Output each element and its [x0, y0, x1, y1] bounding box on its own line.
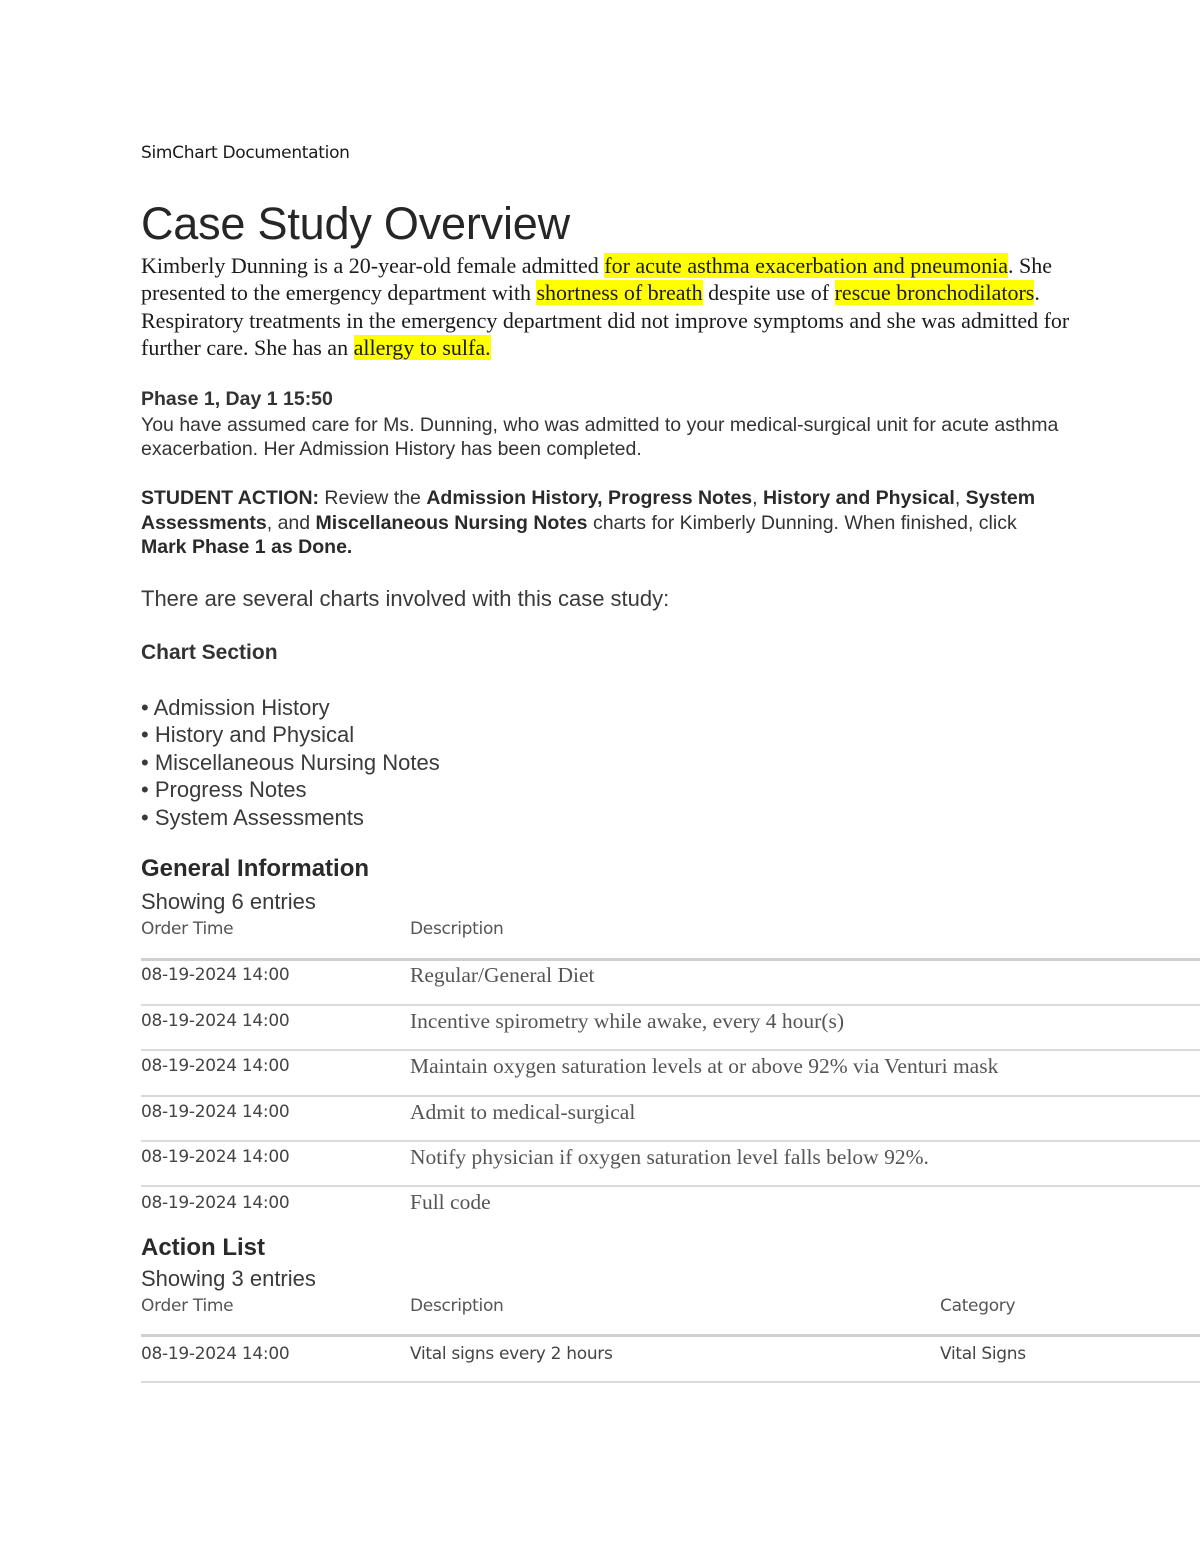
column-header-description: Description	[410, 919, 504, 939]
order-time-cell: 08-19-2024 14:00	[141, 1056, 290, 1076]
column-header-category: Category	[940, 1296, 1016, 1316]
action-text: charts for Kimberly Dunning. When finished, click	[587, 511, 1017, 534]
intro-text: despite use of	[702, 280, 835, 306]
intro-highlight: rescue bronchodilators	[834, 280, 1035, 306]
row-divider	[141, 1140, 1200, 1142]
list-item: • Progress Notes	[141, 777, 307, 803]
list-item: • Admission History	[141, 695, 330, 720]
order-time-cell: 08-19-2024 14:00	[141, 965, 290, 985]
phase-description: You have assumed care for Ms. Dunning, who was admitted to your medical-surgical unit for acute asthma exacerbation. Her Admission History has been completed.	[141, 414, 1059, 461]
phase-title: Phase 1, Day 1 15:50	[141, 388, 333, 410]
description-cell: Full code	[410, 1190, 491, 1214]
chart-section-list	[141, 694, 440, 831]
column-header-order-time: Order Time	[141, 919, 234, 939]
document-page	[141, 0, 1200, 1553]
action-text: ,	[954, 487, 966, 509]
page-title: Case Study Overview	[141, 198, 570, 249]
student-action-paragraph	[141, 486, 1041, 560]
description-cell: Admit to medical-surgical	[410, 1100, 636, 1124]
intro-text: . Respiratory treatments in the emergency department did not improve symptoms and she was admitted for further care. She has an	[141, 280, 1070, 361]
description-cell: Incentive spirometry while awake, every 4 hour(s)	[410, 1009, 845, 1033]
table-header-divider	[141, 1334, 1200, 1337]
column-header-description: Description	[410, 1296, 504, 1316]
action-bold: Miscellaneous Nursing Notes	[315, 511, 588, 534]
chart-section-heading: Chart Section	[141, 641, 278, 664]
student-action-label: STUDENT ACTION:	[141, 487, 320, 509]
order-time-cell: 08-19-2024 14:00	[141, 1193, 290, 1213]
action-text: , and	[266, 511, 316, 534]
general-information-heading: General Information	[141, 855, 370, 882]
document-header: SimChart Documentation	[141, 143, 350, 163]
intro-highlight: allergy to sulfa.	[353, 335, 491, 361]
description-cell: Regular/General Diet	[410, 963, 595, 987]
row-divider	[141, 1095, 1200, 1097]
table-header-divider	[141, 958, 1200, 961]
description-cell: Notify physician if oxygen saturation level falls below 92%.	[410, 1145, 929, 1169]
action-bold: Admission History, Progress Notes	[426, 487, 753, 509]
row-divider	[141, 1004, 1200, 1006]
action-bold: System Assessments	[141, 487, 1036, 534]
order-time-cell: 08-19-2024 14:00	[141, 1344, 290, 1364]
case-intro-paragraph	[141, 252, 1081, 362]
order-time-cell: 08-19-2024 14:00	[141, 1147, 290, 1167]
action-bold: History and Physical	[762, 487, 955, 509]
general-information-count: Showing 6 entries	[141, 889, 316, 914]
action-list-count: Showing 3 entries	[141, 1266, 316, 1291]
charts-intro-text: There are several charts involved with this case study:	[141, 586, 670, 611]
list-item: • History and Physical	[141, 722, 355, 748]
intro-text: . She presented to the emergency department with	[141, 253, 1053, 306]
intro-highlight: shortness of breath	[536, 280, 703, 306]
row-divider	[141, 1049, 1200, 1051]
action-list-heading: Action List	[141, 1234, 265, 1261]
list-item: • Miscellaneous Nursing Notes	[141, 749, 440, 775]
action-bold: Mark Phase 1 as Done.	[141, 536, 353, 558]
order-time-cell: 08-19-2024 14:00	[141, 1011, 290, 1031]
action-text: ,	[752, 487, 763, 509]
intro-highlight: for acute asthma exacerbation and pneumonia	[604, 253, 1009, 278]
intro-text: Kimberly Dunning is a 20-year-old female admitted	[141, 253, 605, 278]
category-cell: Vital Signs	[940, 1344, 1026, 1364]
column-header-order-time: Order Time	[141, 1296, 234, 1316]
row-divider	[141, 1185, 1200, 1187]
description-cell: Maintain oxygen saturation levels at or above 92% via Venturi mask	[410, 1054, 999, 1078]
row-divider	[141, 1381, 1200, 1383]
description-cell: Vital signs every 2 hours	[410, 1344, 613, 1364]
list-item: • System Assessments	[141, 804, 364, 830]
action-text: Review the	[319, 487, 427, 509]
order-time-cell: 08-19-2024 14:00	[141, 1102, 290, 1122]
